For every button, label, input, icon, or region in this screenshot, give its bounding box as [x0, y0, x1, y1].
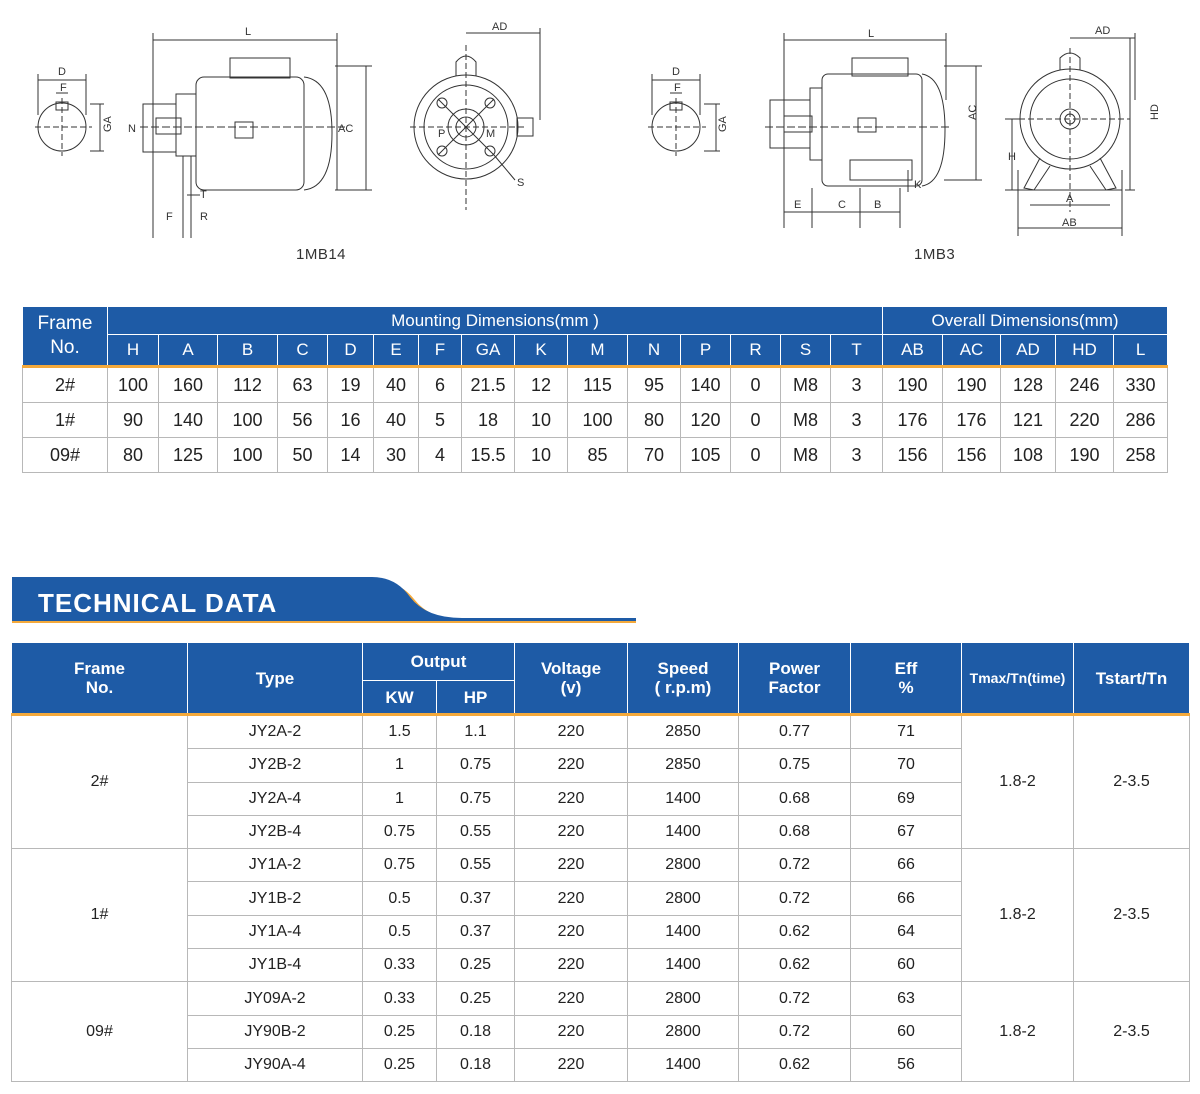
- tech-cell: 0.25: [363, 1048, 437, 1081]
- dim-cell: 21.5: [462, 367, 515, 403]
- tech-cell: 0.33: [363, 949, 437, 982]
- dim-cell: 40: [374, 367, 419, 403]
- tech-cell: JY1A-4: [188, 915, 363, 948]
- dim-cell: 125: [159, 438, 218, 473]
- tech-cell: 0.55: [437, 815, 515, 848]
- tech-cell: 220: [515, 749, 628, 782]
- th-speed-line1: Speed: [657, 659, 709, 678]
- tech-cell: JY90A-4: [188, 1048, 363, 1081]
- th-eff-line2: %: [898, 678, 914, 697]
- dim-cell: M8: [781, 403, 831, 438]
- tech-cell: 0.62: [739, 1048, 851, 1081]
- tech-cell: 0.25: [363, 1015, 437, 1048]
- tstart-cell: 2-3.5: [1074, 715, 1190, 849]
- tech-cell: 0.72: [739, 1015, 851, 1048]
- dimensions-table: [22, 306, 1168, 473]
- dim-cell: 100: [568, 403, 628, 438]
- tech-cell: 0.68: [739, 815, 851, 848]
- col-header-p: P: [681, 335, 731, 367]
- table-row: [23, 438, 1168, 473]
- col-header-d: D: [328, 335, 374, 367]
- tech-cell: 0.75: [437, 782, 515, 815]
- label-H: H: [1008, 151, 1016, 163]
- tech-cell: 69: [851, 782, 962, 815]
- frame-cell: 1#: [23, 403, 108, 438]
- caption-1mb14: 1MB14: [296, 246, 347, 263]
- tstart-cell: 2-3.5: [1074, 982, 1190, 1082]
- label-T: T: [200, 189, 207, 201]
- tech-cell: 0.72: [739, 849, 851, 882]
- tech-cell: 0.25: [437, 982, 515, 1015]
- tech-cell: 220: [515, 815, 628, 848]
- label-C: C: [838, 199, 846, 211]
- col-header-m: M: [568, 335, 628, 367]
- th-tstart: Tstart/Tn: [1074, 643, 1190, 715]
- col-header-b: B: [218, 335, 278, 367]
- dim-cell: 3: [831, 367, 883, 403]
- table-row: [12, 715, 1190, 749]
- col-header-ac: AC: [943, 335, 1001, 367]
- tech-cell: 66: [851, 849, 962, 882]
- dim-cell: 12: [515, 367, 568, 403]
- technical-data-banner: [12, 577, 636, 625]
- table-row: [23, 403, 1168, 438]
- dim-cell: 90: [108, 403, 159, 438]
- tech-cell: 1.5: [363, 715, 437, 749]
- tech-cell: 220: [515, 982, 628, 1015]
- th-speed-line2: ( r.p.m): [654, 678, 712, 697]
- dim-cell: 176: [943, 403, 1001, 438]
- tech-cell: 220: [515, 782, 628, 815]
- tech-cell: 0.5: [363, 882, 437, 915]
- dim-cell: 190: [1056, 438, 1114, 473]
- tech-cell: 0.18: [437, 1015, 515, 1048]
- tech-cell: JY1B-2: [188, 882, 363, 915]
- mounting-header: Mounting Dimensions(mm ): [108, 307, 883, 335]
- shaft-section-right: [648, 66, 729, 156]
- end-view-1mb14: [410, 21, 540, 210]
- tech-cell: 2800: [628, 882, 739, 915]
- dim-cell: 18: [462, 403, 515, 438]
- tech-cell: 70: [851, 749, 962, 782]
- tech-cell: 220: [515, 1015, 628, 1048]
- col-header-t: T: [831, 335, 883, 367]
- frame-cell: 2#: [23, 367, 108, 403]
- tech-cell: 0.68: [739, 782, 851, 815]
- tech-cell: 220: [515, 715, 628, 749]
- dim-cell: 10: [515, 438, 568, 473]
- frame-header-line2: No.: [50, 337, 80, 358]
- frame-header: [23, 307, 108, 367]
- dim-cell: 112: [218, 367, 278, 403]
- frame-cell: 09#: [12, 982, 188, 1082]
- tech-cell: 0.55: [437, 849, 515, 882]
- label-AD-right: AD: [1095, 25, 1111, 37]
- tech-cell: 1400: [628, 815, 739, 848]
- dim-cell: 160: [159, 367, 218, 403]
- th-power-factor: [739, 643, 851, 715]
- dim-cell: 121: [1001, 403, 1056, 438]
- tech-cell: 0.5: [363, 915, 437, 948]
- tech-cell: 0.72: [739, 982, 851, 1015]
- label-A: A: [1066, 193, 1074, 205]
- dim-cell: 70: [628, 438, 681, 473]
- tech-cell: JY2B-2: [188, 749, 363, 782]
- label-F-side: F: [166, 211, 173, 223]
- label-P: P: [438, 128, 446, 140]
- tech-cell: 0.37: [437, 882, 515, 915]
- col-header-e: E: [374, 335, 419, 367]
- tech-cell: 1400: [628, 1048, 739, 1081]
- col-header-l: L: [1114, 335, 1168, 367]
- col-header-ga: GA: [462, 335, 515, 367]
- dim-cell: 140: [159, 403, 218, 438]
- tech-cell: 2800: [628, 982, 739, 1015]
- tech-cell: 64: [851, 915, 962, 948]
- frame-cell: 09#: [23, 438, 108, 473]
- label-AB: AB: [1062, 217, 1077, 229]
- tech-cell: JY2B-4: [188, 815, 363, 848]
- tech-cell: 63: [851, 982, 962, 1015]
- table-row: [12, 849, 1190, 882]
- dim-cell: 190: [943, 367, 1001, 403]
- tech-cell: 1400: [628, 782, 739, 815]
- tech-cell: 56: [851, 1048, 962, 1081]
- tech-cell: 220: [515, 1048, 628, 1081]
- table-row: [23, 367, 1168, 403]
- dim-cell: 108: [1001, 438, 1056, 473]
- th-frame-line1: Frame: [73, 659, 126, 678]
- th-pf-line2: Factor: [768, 678, 821, 697]
- dim-cell: 19: [328, 367, 374, 403]
- tstart-cell: 2-3.5: [1074, 849, 1190, 982]
- col-header-s: S: [781, 335, 831, 367]
- dim-cell: 5: [419, 403, 462, 438]
- dim-cell: 15.5: [462, 438, 515, 473]
- dim-cell: 120: [681, 403, 731, 438]
- dim-cell: 0: [731, 403, 781, 438]
- th-eff: [851, 643, 962, 715]
- label-R: R: [200, 211, 208, 223]
- dim-cell: 105: [681, 438, 731, 473]
- tech-cell: 71: [851, 715, 962, 749]
- col-header-hd: HD: [1056, 335, 1114, 367]
- table-row: [12, 982, 1190, 1015]
- col-header-k: K: [515, 335, 568, 367]
- col-header-ad: AD: [1001, 335, 1056, 367]
- dim-cell: 100: [108, 367, 159, 403]
- dim-cell: 4: [419, 438, 462, 473]
- label-AC-right: AC: [967, 104, 979, 120]
- tmax-cell: 1.8-2: [962, 982, 1074, 1082]
- tech-cell: 0.75: [739, 749, 851, 782]
- overall-header: Overall Dimensions(mm): [883, 307, 1168, 335]
- th-voltage-line1: Voltage: [540, 659, 602, 678]
- dim-cell: 95: [628, 367, 681, 403]
- tech-cell: 66: [851, 882, 962, 915]
- dim-cell: 176: [883, 403, 943, 438]
- th-frame: [12, 643, 188, 715]
- th-hp: HP: [437, 681, 515, 715]
- th-voltage-line2: (v): [560, 678, 582, 697]
- tech-cell: 0.75: [363, 815, 437, 848]
- caption-1mb3: 1MB3: [914, 246, 956, 263]
- dim-cell: 50: [278, 438, 328, 473]
- dim-cell: 16: [328, 403, 374, 438]
- tmax-cell: 1.8-2: [962, 715, 1074, 849]
- label-K: K: [914, 179, 922, 191]
- col-header-h: H: [108, 335, 159, 367]
- tech-cell: JY1A-2: [188, 849, 363, 882]
- label-D-right: D: [672, 66, 680, 78]
- tech-cell: 0.25: [437, 949, 515, 982]
- tech-cell: 60: [851, 949, 962, 982]
- tech-cell: 0.33: [363, 982, 437, 1015]
- tech-cell: JY2A-2: [188, 715, 363, 749]
- end-view-1mb3: [1005, 25, 1161, 236]
- dim-cell: 115: [568, 367, 628, 403]
- frame-cell: 1#: [12, 849, 188, 982]
- dim-cell: 140: [681, 367, 731, 403]
- dim-cell: 0: [731, 438, 781, 473]
- tech-cell: 2800: [628, 849, 739, 882]
- tech-cell: 0.62: [739, 915, 851, 948]
- dim-cell: M8: [781, 438, 831, 473]
- col-header-a: A: [159, 335, 218, 367]
- th-speed: [628, 643, 739, 715]
- tech-cell: 0.37: [437, 915, 515, 948]
- dim-cell: 85: [568, 438, 628, 473]
- th-tmax: Tmax/Tn(time): [962, 643, 1074, 715]
- tech-cell: 1: [363, 749, 437, 782]
- dim-cell: 14: [328, 438, 374, 473]
- tech-cell: 67: [851, 815, 962, 848]
- th-eff-line1: Eff: [894, 659, 918, 678]
- col-header-n: N: [628, 335, 681, 367]
- dim-cell: 6: [419, 367, 462, 403]
- dim-cell: 330: [1114, 367, 1168, 403]
- label-L-left: L: [245, 26, 252, 38]
- tech-cell: 0.72: [739, 882, 851, 915]
- tech-cell: 2850: [628, 749, 739, 782]
- tech-cell: JY09A-2: [188, 982, 363, 1015]
- col-header-c: C: [278, 335, 328, 367]
- tech-cell: 220: [515, 949, 628, 982]
- th-output: Output: [363, 643, 515, 681]
- th-kw: KW: [363, 681, 437, 715]
- tech-cell: 1400: [628, 915, 739, 948]
- dim-cell: 286: [1114, 403, 1168, 438]
- label-S: S: [517, 177, 525, 189]
- th-type: Type: [188, 643, 363, 715]
- side-view-1mb14: [128, 26, 372, 238]
- motor-drawings: [0, 0, 1200, 280]
- dim-cell: 100: [218, 438, 278, 473]
- dim-cell: 100: [218, 403, 278, 438]
- label-L-right: L: [868, 28, 875, 40]
- dim-cell: 40: [374, 403, 419, 438]
- frame-header-line1: Frame: [37, 313, 93, 334]
- tech-cell: 2850: [628, 715, 739, 749]
- dim-cell: M8: [781, 367, 831, 403]
- side-view-1mb3: [765, 28, 982, 228]
- dim-cell: 80: [108, 438, 159, 473]
- dim-cell: 258: [1114, 438, 1168, 473]
- dim-cell: 0: [731, 367, 781, 403]
- label-GA-right: GA: [717, 116, 729, 132]
- th-pf-line1: Power: [769, 659, 821, 678]
- dim-cell: 56: [278, 403, 328, 438]
- dim-cell: 190: [883, 367, 943, 403]
- tech-cell: 220: [515, 915, 628, 948]
- dim-cell: 156: [883, 438, 943, 473]
- label-AD-left: AD: [492, 21, 508, 33]
- shaft-section-left: [35, 66, 114, 156]
- dim-cell: 3: [831, 403, 883, 438]
- label-D: D: [58, 66, 66, 78]
- tech-cell: 220: [515, 882, 628, 915]
- tmax-cell: 1.8-2: [962, 849, 1074, 982]
- col-header-f: F: [419, 335, 462, 367]
- label-N: N: [128, 123, 136, 135]
- dim-cell: 30: [374, 438, 419, 473]
- label-HD: HD: [1149, 104, 1161, 120]
- tech-cell: 2800: [628, 1015, 739, 1048]
- th-voltage: [515, 643, 628, 715]
- tech-cell: JY1B-4: [188, 949, 363, 982]
- tech-cell: 1: [363, 782, 437, 815]
- tech-cell: 1.1: [437, 715, 515, 749]
- tech-cell: 220: [515, 849, 628, 882]
- tech-cell: 0.18: [437, 1048, 515, 1081]
- dim-cell: 10: [515, 403, 568, 438]
- dim-cell: 246: [1056, 367, 1114, 403]
- frame-cell: 2#: [12, 715, 188, 849]
- dim-cell: 156: [943, 438, 1001, 473]
- tech-cell: 1400: [628, 949, 739, 982]
- dim-cell: 80: [628, 403, 681, 438]
- tech-cell: 0.75: [437, 749, 515, 782]
- technical-table: [11, 642, 1190, 1082]
- tech-cell: 0.77: [739, 715, 851, 749]
- col-header-r: R: [731, 335, 781, 367]
- dim-cell: 128: [1001, 367, 1056, 403]
- th-frame-line2: No.: [85, 678, 114, 697]
- dim-cell: 3: [831, 438, 883, 473]
- label-B: B: [874, 199, 882, 211]
- technical-data-title: TECHNICAL DATA: [38, 588, 278, 618]
- label-GA: GA: [102, 116, 114, 132]
- tech-cell: JY2A-4: [188, 782, 363, 815]
- tech-cell: 60: [851, 1015, 962, 1048]
- label-E: E: [794, 199, 802, 211]
- tech-cell: JY90B-2: [188, 1015, 363, 1048]
- tech-cell: 0.75: [363, 849, 437, 882]
- dim-cell: 220: [1056, 403, 1114, 438]
- tech-cell: 0.62: [739, 949, 851, 982]
- col-header-ab: AB: [883, 335, 943, 367]
- label-F-right: F: [674, 82, 681, 94]
- label-M: M: [486, 128, 496, 140]
- label-AC-left: AC: [338, 123, 354, 135]
- label-F: F: [60, 82, 67, 94]
- dim-cell: 63: [278, 367, 328, 403]
